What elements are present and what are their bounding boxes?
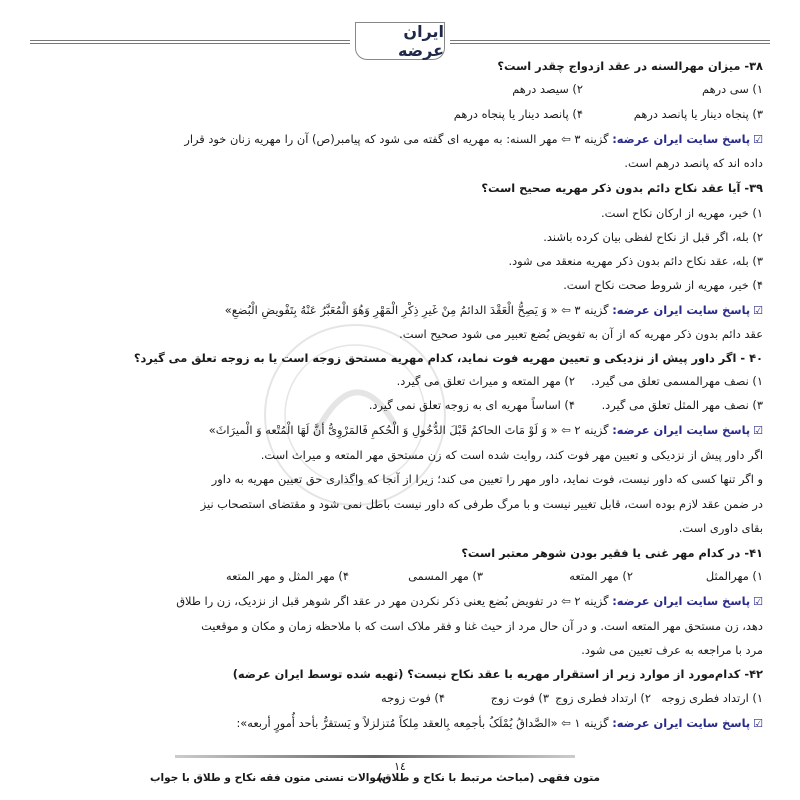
option: ۴) خیر، مهریه از شروط صحت نکاح است. [563, 278, 763, 292]
option: ۳) پنجاه دینار یا پانصد درهم [633, 107, 763, 121]
header-rule-left [30, 40, 350, 44]
checkbox-icon: ☑ [753, 595, 763, 608]
answer-text: گزینه ۱ ⇦ «الصَّداقُ یُمْلَکُ بأجمِعه بِالعقد مِلکاً مُتزلزلاً و یَستقرُّ بأحد أُمورٍ أربعه»: [236, 716, 609, 730]
option: ۲) بله، اگر قبل از نکاح لفظی بیان کرده باشند. [543, 230, 763, 244]
explanation-line: در ضمن عقد لازم بوده است، قابل تغییر نیست و با مرگ طرفی که داور نیست باطل نمی شود و مقتضای استصحاب نیز [200, 497, 763, 511]
explanation-line: اگر داور پیش از نزدیکی و تعیین مهر فوت کند، روایت شده است که زن مستحق مهر المتعه و میراث است. [260, 448, 763, 462]
option: ۲) مهر المتعه [569, 569, 633, 583]
option: ۱) ارتداد فطری زوجه [661, 691, 763, 705]
answer-text: گزینه ۲ ⇦ در تفویض بُضع یعنی ذکر نکردن مهر در عقد اگر شوهر قبل از نزدیک، زن را طلاق [176, 594, 609, 608]
option: ۴) مهر المثل و مهر المتعه [226, 569, 349, 583]
question-title: ۳۸- میزان مهرالسنه در عقد ازدواج چقدر است؟ [497, 59, 763, 73]
option: ۱) سی درهم [701, 82, 763, 96]
logo [355, 22, 445, 60]
checkbox-icon: ☑ [753, 304, 763, 317]
answer-label: پاسخ سایت ایران عرضه: [612, 594, 751, 608]
answer-label: پاسخ سایت ایران عرضه: [612, 303, 751, 317]
question-title: ۴۰ - اگر داور پیش از نزدیکی و تعیین مهریه فوت نماید، کدام مهریه مستحق زوجه است یا به زوجه تعلق می گیرد؟ [133, 351, 763, 365]
option: ۲) سیصد درهم [512, 82, 583, 96]
option: ۳) بله، عقد نکاح دائم بدون ذکر مهریه منعقد می شود. [508, 254, 763, 268]
answer-line [184, 131, 763, 148]
answer-label: پاسخ سایت ایران عرضه: [612, 423, 751, 437]
logo-text: ایران عرضه [397, 22, 444, 60]
answer-line [236, 715, 763, 732]
option: ۱) خیر، مهریه از ارکان نکاح است. [600, 206, 763, 220]
option: ۱) نصف مهرالمسمی تعلق می گیرد. [591, 374, 763, 388]
explanation-line: دهد، زن مستحق مهر المتعه است. و در آن حال مرد از حیث غنا و فقر ملاک است که با ملاحظه زمان و مکان و موقعیت [201, 619, 763, 633]
answer-label: پاسخ سایت ایران عرضه: [612, 716, 751, 730]
option: ۳) نصف مهر المثل تعلق می گیرد. [601, 398, 763, 412]
question-title: ۴۱- در کدام مهر غنی یا فقیر بودن شوهر معتبر است؟ [461, 546, 763, 560]
footer-rule [175, 755, 575, 758]
footer-section-title: متون فقهی (مباحث مرتبط با نکاح و طلاق) [377, 772, 600, 784]
option: ۳) مهر المسمی [408, 569, 483, 583]
answer-line [225, 302, 763, 319]
explanation-line: مرد با مراجعه به عرف تعیین می شود. [581, 643, 763, 657]
answer-label: پاسخ سایت ایران عرضه: [612, 132, 751, 146]
option: ۴) اساساً مهریه ای به زوجه تعلق نمی گیرد. [368, 398, 575, 412]
answer-text: گزینه ۳ ⇦ مهر السنه: به مهریه ای گفته می شود که پیامبر(ص) آن را مهریه زنان خود قرار [184, 132, 609, 146]
option: ۴) پانصد دینار یا پنجاه درهم [453, 107, 583, 121]
checkbox-icon: ☑ [753, 424, 763, 437]
explanation-line: عقد دائم بدون ذکر مهریه که از آن به تفویض بُضع تعبیر می شود صحیح است. [399, 327, 763, 341]
answer-line [209, 422, 763, 439]
answer-text: گزینه ۳ ⇦ « وَ یَصِحُّ الْعَقْدَ الدائمُ مِنْ غَیرِ ذِکْرِ الْمَهْرِ وَهُوَ الْمُعَبَّرُ عَنْهُ بِتَفْویضِ الْبُضعِ» [224, 303, 609, 317]
option: ۳) فوت زوج [490, 691, 549, 705]
explanation-line: داده اند که پانصد درهم است. [624, 156, 763, 170]
option: ۲) مهر المتعه و میراث تعلق می گیرد. [396, 374, 575, 388]
page-number: ١٤ [394, 760, 406, 773]
answer-text: گزینه ۲ ⇦ « وَ لَوْ مَاتَ الحاکمُ قَبْلَ الدُّخُولِ وَ الْحُکمِ فَالمَرْوِیُّ أنَّ لَهَا الْمُتْعه وَ الْمیرَاثَ» [208, 423, 609, 437]
option: ۲) ارتداد فطری زوج [555, 691, 651, 705]
option: ۱) مهرالمثل [705, 569, 763, 583]
explanation-line: بقای داوری است. [678, 521, 763, 535]
checkbox-icon: ☑ [753, 133, 763, 146]
option: ۴) فوت زوجه [380, 691, 445, 705]
checkbox-icon: ☑ [753, 717, 763, 730]
question-title: ۳۹- آیا عقد نکاح دائم بدون ذکر مهریه صحیح است؟ [481, 181, 763, 195]
header-rule-right [450, 40, 770, 44]
answer-line [176, 593, 763, 610]
question-title: ۴۲- کدام‌مورد از موارد زیر از استقرار مهریه با عقد نکاح نیست؟ (تهیه شده توسط ایران عرضه) [232, 667, 763, 681]
explanation-line: و اگر تنها کسی که داور نیست، فوت نماید، داور مهر را تعیین می کند؛ زیرا از آنجا که واگذاری حق تعیین مهریه به داور [211, 472, 763, 486]
footer-book-title: سوالات تستی متون فقه نکاح و طلاق با جواب [150, 772, 387, 784]
